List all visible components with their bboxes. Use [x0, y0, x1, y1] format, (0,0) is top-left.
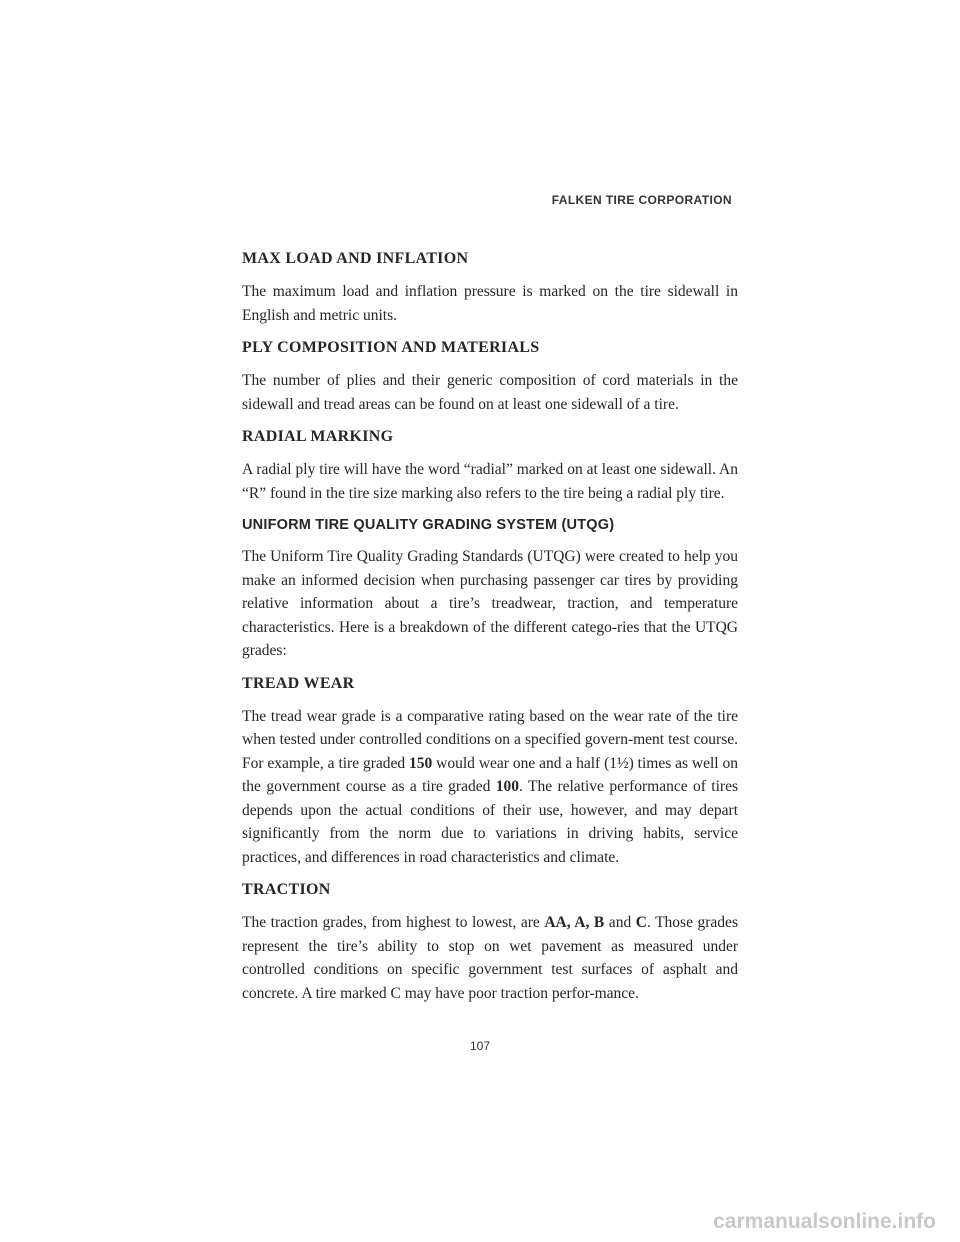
traction-text-1: The traction grades, from highest to lowest, are [242, 914, 545, 931]
paragraph-ply: The number of plies and their generic composition of cord materials in the sidewall and tread areas can be found on at least one sidewall of a tire. [242, 372, 738, 413]
heading-utqg: UNIFORM TIRE QUALITY GRADING SYSTEM (UTQG) [242, 517, 615, 533]
paragraph-utqg: The Uniform Tire Quality Grading Standards (UTQG) were created to help you make an informed decision when purchasing passenger car tires by providing relative information about a tire’s treadwear, traction, and temperature characteristics. Here is a breakdown of the different catego-ries that the UTQG grades: [242, 548, 738, 659]
paragraph-max-load: The maximum load and inflation pressure is marked on the tire sidewall in English and metric units. [242, 283, 738, 324]
heading-ply: PLY COMPOSITION AND MATERIALS [242, 339, 540, 356]
paragraph-radial: A radial ply tire will have the word “radial” marked on at least one sidewall. An “R” found in the tire size marking also refers to the tire being a radial ply tire. [242, 461, 738, 502]
page-content [242, 250, 738, 1017]
grade-100: 100 [495, 778, 519, 795]
heading-traction: TRACTION [242, 881, 331, 898]
heading-tread-wear: TREAD WEAR [242, 674, 355, 692]
page-number: 107 [469, 1039, 491, 1053]
watermark: carmanualsonline.info [713, 1210, 936, 1233]
traction-text-3: . Those grades represent the tire’s ability to stop on wet pavement as measured under controlled conditions on specific government test surfaces of asphalt and concrete. A tire marked C may have poor traction perfor-mance. [242, 914, 738, 1002]
grade-150: 150 [409, 754, 433, 772]
traction-text-2: and [604, 914, 636, 931]
tread-wear-text-2: would wear one and a half (1½) times as well on the government course as a tire graded [242, 754, 738, 795]
paragraph-tread-wear [242, 705, 738, 870]
running-header: FALKEN TIRE CORPORATION [551, 193, 732, 207]
traction-grades-aa-a-b: AA, A, B [544, 914, 605, 931]
heading-max-load: MAX LOAD AND INFLATION [242, 250, 469, 267]
traction-grade-c: C [635, 914, 647, 931]
tread-wear-text-3: . The relative performance of tires depends upon the actual conditions of their use, however, and may depart significantly from the norm due to variations in driving habits, service practices, and differences in road characteristics and climate. [242, 778, 738, 866]
paragraph-traction [242, 911, 738, 1005]
tread-wear-text-1: The tread wear grade is a comparative rating based on the wear rate of the tire when tested under controlled conditions on a specified govern-ment test course. For example, a tire graded [242, 707, 738, 772]
heading-radial: RADIAL MARKING [242, 428, 394, 445]
